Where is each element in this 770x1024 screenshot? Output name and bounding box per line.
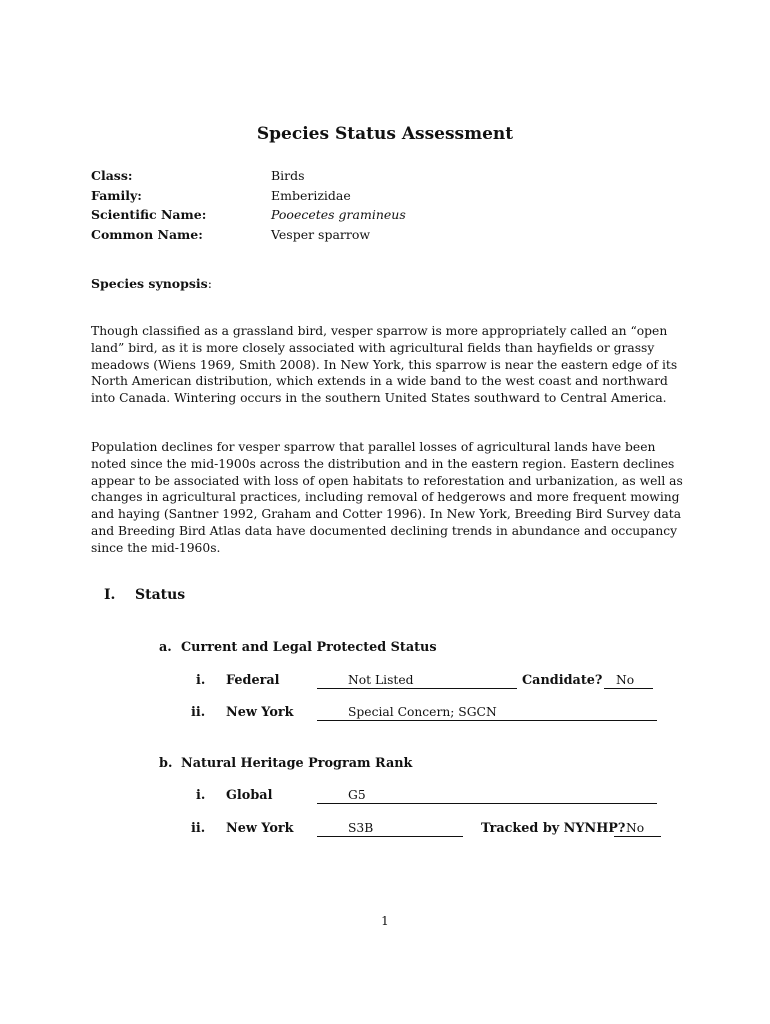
tracked-value-field: No	[614, 821, 661, 837]
federal-label: Federal	[226, 673, 280, 688]
candidate-label: Candidate?	[522, 673, 603, 688]
item-number-global: i.	[196, 788, 206, 803]
common-name-label: Common Name:	[91, 227, 203, 242]
ny-rank-field: S3B	[317, 821, 463, 837]
class-label: Class:	[91, 168, 133, 183]
class-value: Birds	[271, 168, 305, 183]
subsection-heading-legal: Current and Legal Protected Status	[181, 640, 437, 655]
federal-value-field: Not Listed	[317, 673, 517, 689]
subsection-letter-a: a.	[159, 640, 172, 655]
section-heading-status: Status	[135, 587, 186, 603]
section-numeral: I.	[104, 587, 116, 603]
family-value: Emberizidae	[271, 188, 351, 203]
item-number-ny-legal: ii.	[191, 705, 206, 720]
candidate-value-field: No	[604, 673, 653, 689]
subsection-letter-b: b.	[159, 756, 173, 771]
item-number-federal: i.	[196, 673, 206, 688]
synopsis-paragraph-1: Though classified as a grassland bird, vesper sparrow is more appropriately called an “open land” bird, as it is more closely associated with agricultural fields than hayfields or grassy meadows (Wiens 1969, Smith 2008). In New York, this sparrow is near the eastern edge of its North American distribution, which extends in a wide band to the west coast and northward into Canada. Wintering occurs in the southern United States southward to Central America.	[91, 324, 678, 406]
synopsis-paragraph-2: Population declines for vesper sparrow that parallel losses of agricultural lands have been noted since the mid-1900s across the distribution and in the eastern region. Eastern declines appear to be associated with loss of open habitats to reforestation and urbanization, as well as changes in agricultural practices, including removal of hedgerows and more frequent mowing and haying (Santner 1992, Graham and Cotter 1996). In New York, Breeding Bird Survey data and Breeding Bird Atlas data have documented declining trends in abundance and occupancy since the mid-1960s.	[91, 440, 683, 555]
ny-legal-label: New York	[226, 705, 294, 720]
ny-legal-value-field: Special Concern; SGCN	[317, 705, 657, 721]
item-number-ny-rank: ii.	[191, 821, 206, 836]
synopsis-heading	[91, 276, 212, 291]
synopsis-heading-text: Species synopsis	[91, 276, 208, 291]
global-rank-field: G5	[317, 788, 657, 804]
family-label: Family:	[91, 188, 142, 203]
common-name-value: Vesper sparrow	[271, 227, 371, 242]
page-title: Species Status Assessment	[256, 124, 514, 144]
tracked-label: Tracked by NYNHP?	[481, 821, 626, 836]
subsection-heading-heritage: Natural Heritage Program Rank	[181, 756, 413, 771]
scientific-name-label: Scientific Name:	[91, 207, 207, 222]
page-number: 1	[381, 914, 389, 928]
synopsis-heading-colon: :	[207, 276, 212, 291]
ny-rank-label: New York	[226, 821, 294, 836]
scientific-name-value: Pooecetes gramineus	[271, 207, 406, 222]
global-label: Global	[226, 788, 273, 803]
